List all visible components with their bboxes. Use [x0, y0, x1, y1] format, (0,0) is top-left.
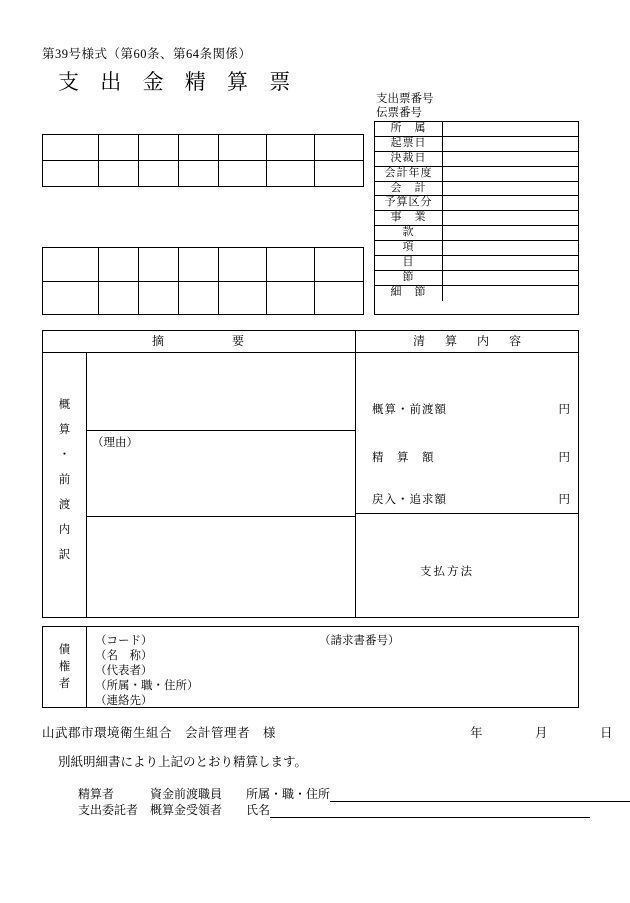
- grid-cell[interactable]: [179, 161, 219, 186]
- acct-value-jigyou[interactable]: [443, 211, 578, 225]
- acct-label-saisetsu: 細 節: [375, 286, 443, 301]
- table-row: [375, 152, 578, 167]
- reason-label: （理由）: [92, 437, 138, 449]
- settlement-column-header: 清 算 内 容: [412, 334, 525, 348]
- signature-row-1: [78, 786, 630, 802]
- breakdown-vertical-label: 概 算 ・ 前 渡 内 訳: [43, 353, 87, 617]
- acct-value-kihyoubi[interactable]: [443, 137, 578, 151]
- creditor-field-representative[interactable]: （代表者）: [95, 665, 153, 677]
- grid-cell[interactable]: [219, 282, 267, 315]
- table-row: [375, 226, 578, 241]
- settlement-column: [356, 353, 578, 617]
- upper-entry-grid: [42, 134, 364, 187]
- grid-cell[interactable]: [99, 135, 139, 160]
- grid-cell[interactable]: [267, 135, 315, 160]
- table-row: [375, 241, 578, 256]
- invoice-number-label: （請求書番号）: [319, 635, 400, 647]
- grid-cell[interactable]: [99, 161, 139, 186]
- statement-line: 別紙明細書により上記のとおり精算します。: [58, 755, 308, 769]
- account-info-table: [374, 121, 579, 315]
- amount-unit-advance: 円: [558, 404, 570, 416]
- amount-label-refund: 戻入・追求額: [372, 494, 447, 506]
- amount-label-settled: 精 算 額: [372, 452, 435, 464]
- grid-cell[interactable]: [99, 282, 139, 315]
- amount-unit-refund: 円: [558, 494, 570, 506]
- acct-value-setsu[interactable]: [443, 271, 578, 285]
- amount-unit-settled: 円: [558, 452, 570, 464]
- table-row: [375, 256, 578, 271]
- signature-field-label-1: 所属・職・住所: [246, 787, 331, 801]
- grid-cell[interactable]: [179, 282, 219, 315]
- summary-segment-bottom[interactable]: [87, 517, 355, 617]
- summary-segment-reason[interactable]: [87, 431, 355, 517]
- slip-number-label: 支出票番号: [376, 93, 434, 105]
- grid-cell[interactable]: [179, 135, 219, 160]
- grid-cell[interactable]: [267, 161, 315, 186]
- summary-segment-top[interactable]: [87, 353, 355, 431]
- grid-cell[interactable]: [219, 161, 267, 186]
- grid-cell[interactable]: [43, 282, 99, 315]
- acct-label-jigyou: 事 業: [375, 211, 443, 225]
- summary-column-header: 摘 要: [43, 331, 356, 352]
- acct-label-kou: 項: [375, 241, 443, 255]
- signature-subrole-1: 資金前渡職員: [150, 787, 223, 801]
- signature-field-label-2: 氏名: [246, 803, 271, 817]
- signature-subrole-2: 概算金受領者: [150, 803, 223, 817]
- grid-cell[interactable]: [179, 248, 219, 281]
- grid-cell[interactable]: [267, 248, 315, 281]
- acct-label-setsu: 節: [375, 271, 443, 285]
- grid-cell[interactable]: [219, 135, 267, 160]
- creditor-vertical-label: 債 権 者: [43, 627, 87, 707]
- creditor-field-code[interactable]: （コード）: [95, 635, 153, 647]
- grid-cell[interactable]: [139, 248, 179, 281]
- signature-role-1: 精算者: [78, 787, 115, 801]
- signature-row-2: [78, 802, 630, 818]
- acct-value-kaikeinendo[interactable]: [443, 167, 578, 181]
- acct-value-moku[interactable]: [443, 256, 578, 270]
- grid-cell[interactable]: [267, 282, 315, 315]
- voucher-number-label: 伝票番号: [376, 107, 422, 119]
- creditor-field-name[interactable]: （名 称）: [95, 650, 153, 662]
- acct-value-yosankubun[interactable]: [443, 196, 578, 210]
- grid-cell[interactable]: [139, 282, 179, 315]
- settlement-header-row: [43, 331, 578, 353]
- signature-role-2: 支出委託者: [78, 803, 139, 817]
- settlement-body: [43, 353, 578, 617]
- table-row: [43, 282, 363, 315]
- acct-label-moku: 目: [375, 256, 443, 270]
- signature-input-2[interactable]: [270, 805, 590, 818]
- signature-input-1[interactable]: [330, 789, 630, 802]
- table-row: [43, 161, 363, 186]
- table-row: [43, 135, 363, 161]
- acct-label-shozoku: 所 属: [375, 122, 443, 136]
- lower-entry-grid: [42, 247, 364, 315]
- table-row: [375, 122, 578, 137]
- grid-cell[interactable]: [43, 135, 99, 160]
- page-title: 支 出 金 精 算 票: [58, 70, 299, 94]
- acct-value-kan[interactable]: [443, 226, 578, 240]
- acct-label-kaikeinendo: 会計年度: [375, 167, 443, 181]
- grid-cell[interactable]: [99, 248, 139, 281]
- table-row: [375, 137, 578, 152]
- acct-label-kaikei: 会 計: [375, 182, 443, 196]
- grid-cell[interactable]: [139, 161, 179, 186]
- creditor-field-contact[interactable]: （連絡先）: [95, 695, 153, 707]
- acct-value-kessaibi[interactable]: [443, 152, 578, 166]
- table-row: [375, 167, 578, 182]
- addressee-line: 山武郡市環境衛生組合 会計管理者 様: [42, 726, 277, 740]
- grid-cell[interactable]: [43, 161, 99, 186]
- date-line[interactable]: 年 月 日: [470, 726, 614, 740]
- amount-label-advance: 概算・前渡額: [372, 404, 447, 416]
- summary-column: [87, 353, 356, 617]
- acct-label-yosankubun: 予算区分: [375, 196, 443, 210]
- acct-value-kou[interactable]: [443, 241, 578, 255]
- settlement-divider: [356, 513, 578, 514]
- grid-cell[interactable]: [43, 248, 99, 281]
- acct-value-kaikei[interactable]: [443, 182, 578, 196]
- settlement-detail-box: [42, 330, 579, 618]
- table-row: [375, 211, 578, 226]
- table-row: [375, 271, 578, 286]
- creditor-fields: [87, 627, 578, 707]
- table-row: [375, 196, 578, 211]
- form-number: 第39号様式（第60条、第64条関係）: [42, 47, 252, 61]
- acct-label-kessaibi: 決裁日: [375, 152, 443, 166]
- table-row: [43, 248, 363, 282]
- signature-block: [78, 786, 630, 818]
- acct-value-shozoku[interactable]: [443, 122, 578, 136]
- payment-method-label: 支払方法: [420, 566, 474, 578]
- acct-label-kihyoubi: 起票日: [375, 137, 443, 151]
- grid-cell[interactable]: [219, 248, 267, 281]
- creditor-box: [42, 626, 579, 708]
- creditor-field-address[interactable]: （所属・職・住所）: [95, 680, 199, 692]
- table-row: [375, 182, 578, 197]
- acct-value-saisetsu[interactable]: [443, 286, 578, 301]
- table-row: [375, 286, 578, 301]
- grid-cell[interactable]: [139, 135, 179, 160]
- acct-label-kan: 款: [375, 226, 443, 240]
